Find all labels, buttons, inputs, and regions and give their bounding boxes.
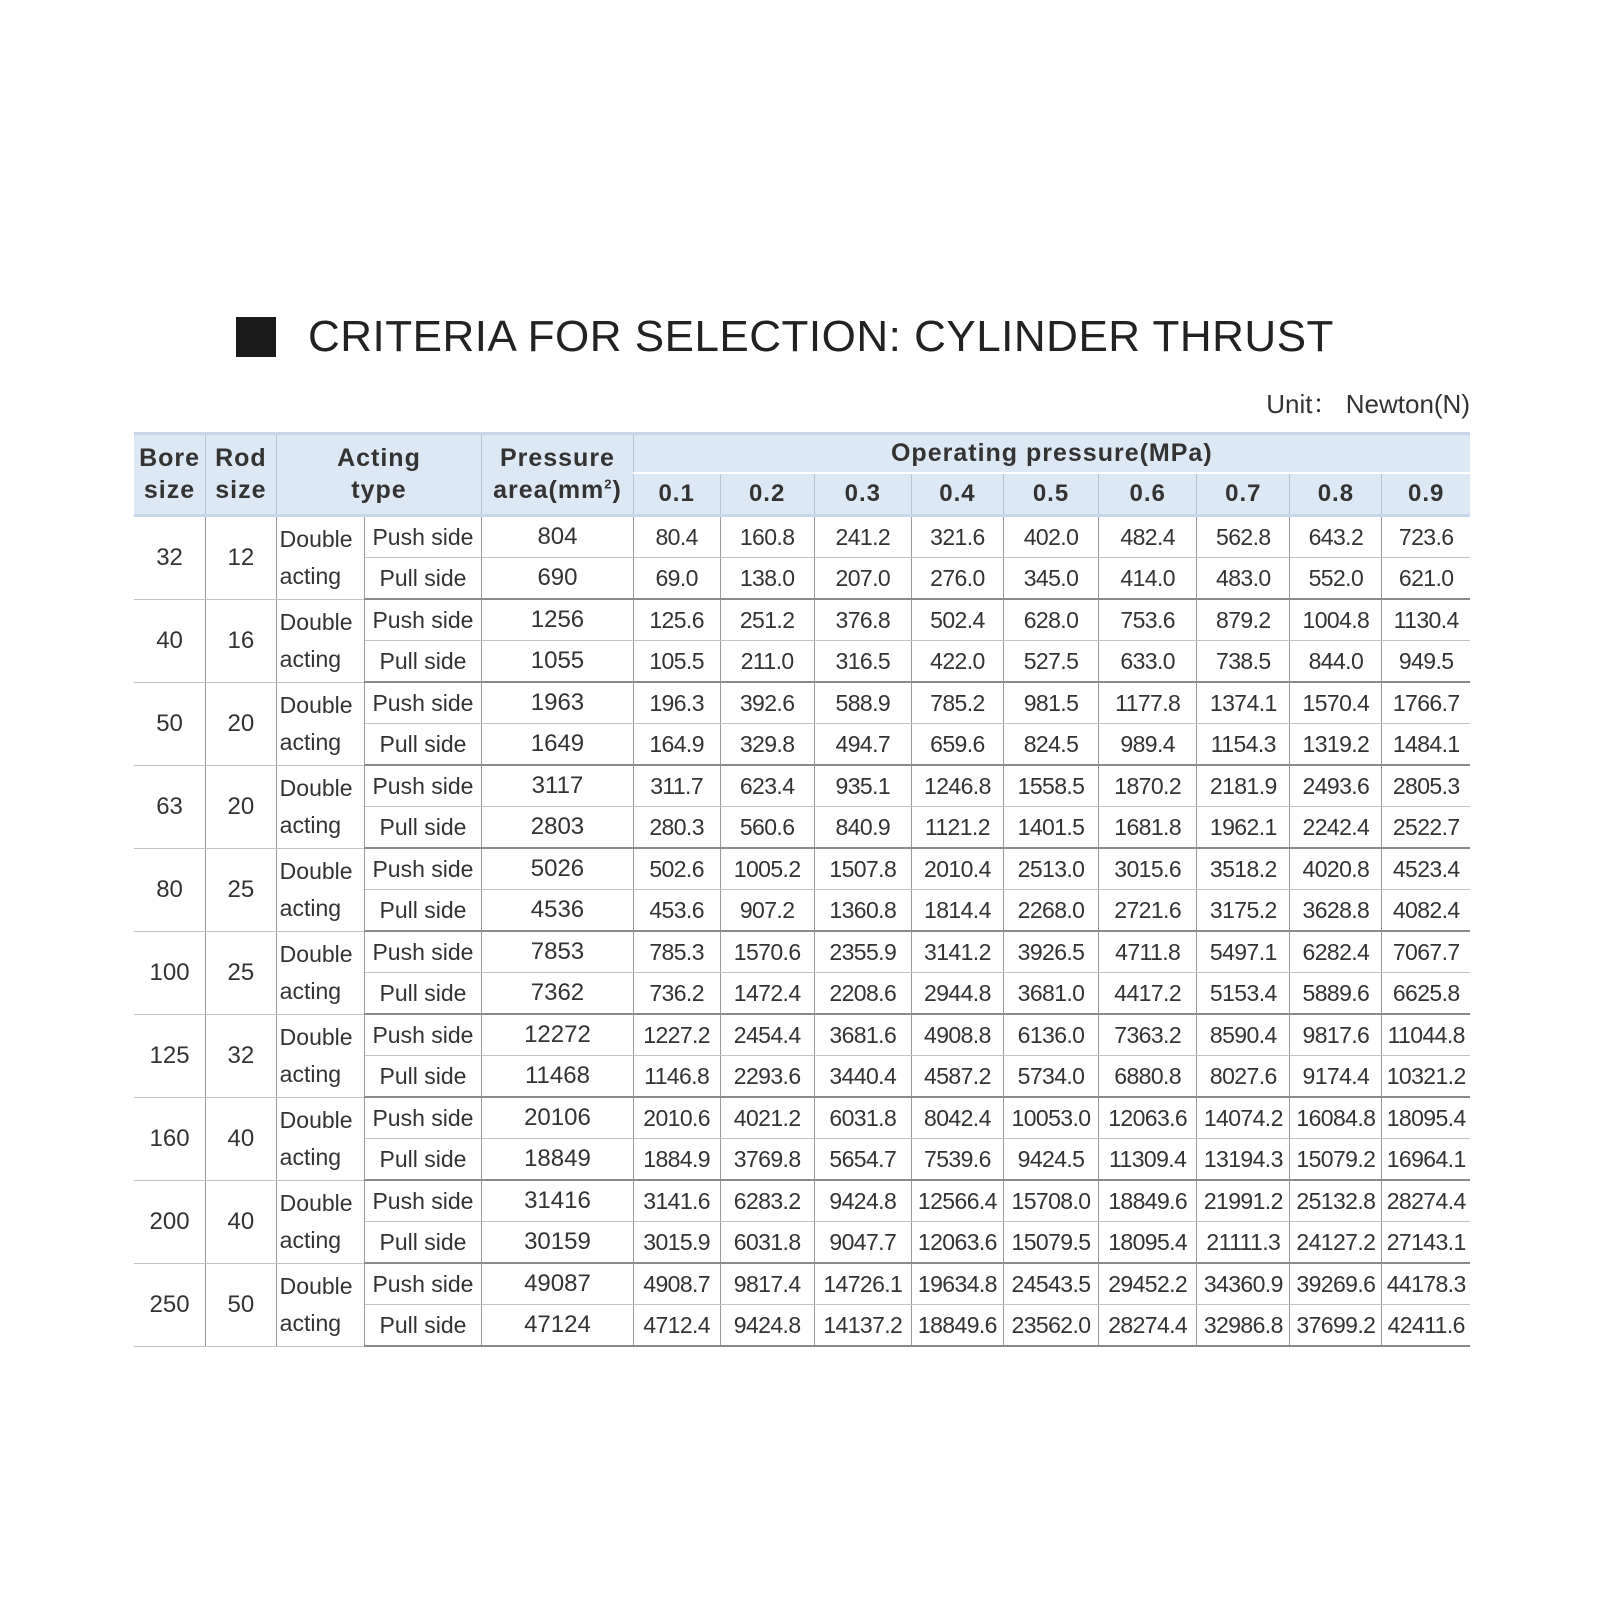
pressure-area-cell: 7853 — [482, 931, 633, 973]
thrust-value-cell: 753.6 — [1099, 599, 1197, 641]
acting-line-2: acting — [279, 645, 342, 672]
thrust-value-cell: 1005.2 — [720, 848, 814, 890]
thrust-value-cell: 1401.5 — [1003, 807, 1098, 849]
thrust-value-cell: 7363.2 — [1099, 1014, 1197, 1056]
thrust-value-cell: 3175.2 — [1197, 890, 1290, 932]
thrust-value-cell: 21111.3 — [1197, 1222, 1290, 1264]
thrust-value-cell: 18849.6 — [911, 1305, 1003, 1347]
thrust-value-cell: 28274.4 — [1382, 1180, 1470, 1222]
thrust-value-cell: 7539.6 — [911, 1139, 1003, 1181]
thrust-value-cell: 907.2 — [720, 890, 814, 932]
pull-side-label: Pull side — [364, 973, 482, 1015]
thrust-value-cell: 4908.8 — [911, 1014, 1003, 1056]
thrust-value-cell: 3681.6 — [814, 1014, 911, 1056]
pressure-area-cell: 11468 — [482, 1056, 633, 1098]
thrust-value-cell: 5497.1 — [1197, 931, 1290, 973]
thrust-value-cell: 138.0 — [720, 558, 814, 600]
acting-line-2: acting — [279, 1060, 342, 1087]
thrust-value-cell: 15079.5 — [1003, 1222, 1098, 1264]
thrust-value-cell: 2721.6 — [1099, 890, 1197, 932]
thrust-value-cell: 935.1 — [814, 765, 911, 807]
unit-label: Unit： Newton(N) — [1266, 389, 1470, 419]
thrust-value-cell: 3440.4 — [814, 1056, 911, 1098]
thrust-value-cell: 1558.5 — [1003, 765, 1098, 807]
pressure-area-cell: 690 — [482, 558, 633, 600]
pressure-area-cell: 804 — [482, 516, 633, 558]
acting-type-cell — [276, 1014, 364, 1097]
header-pressure-area: Pressure $area(mm^2)$ — [482, 434, 633, 516]
thrust-value-cell: 6031.8 — [720, 1222, 814, 1264]
thrust-value-cell: 552.0 — [1290, 558, 1382, 600]
thrust-value-cell: 14137.2 — [814, 1305, 911, 1347]
thrust-value-cell: 2268.0 — [1003, 890, 1098, 932]
pressure-area-cell: 1963 — [482, 682, 633, 724]
thrust-value-cell: 4587.2 — [911, 1056, 1003, 1098]
thrust-value-cell: 21991.2 — [1197, 1180, 1290, 1222]
thrust-value-cell: 723.6 — [1382, 516, 1470, 558]
thrust-value-cell: 14726.1 — [814, 1263, 911, 1305]
thrust-value-cell: 9424.5 — [1003, 1139, 1098, 1181]
square-bullet-icon — [236, 317, 276, 357]
thrust-value-cell: 1570.4 — [1290, 682, 1382, 724]
thrust-value-cell: 29452.2 — [1099, 1263, 1197, 1305]
thrust-value-cell: 39269.6 — [1290, 1263, 1382, 1305]
pressure-area-cell: 20106 — [482, 1097, 633, 1139]
pressure-area-cell: 2803 — [482, 807, 633, 849]
thrust-value-cell: 24127.2 — [1290, 1222, 1382, 1264]
table-row — [134, 682, 1470, 724]
table-row — [134, 1180, 1470, 1222]
push-side-label: Push side — [364, 1263, 482, 1305]
thrust-value-cell: 623.4 — [720, 765, 814, 807]
push-side-label: Push side — [364, 516, 482, 558]
thrust-value-cell: 19634.8 — [911, 1263, 1003, 1305]
pressure-area-cell: 5026 — [482, 848, 633, 890]
thrust-value-cell: 18095.4 — [1382, 1097, 1470, 1139]
thrust-value-cell: 15708.0 — [1003, 1180, 1098, 1222]
thrust-value-cell: 1884.9 — [633, 1139, 720, 1181]
pull-side-label: Pull side — [364, 1056, 482, 1098]
thrust-value-cell: 42411.6 — [1382, 1305, 1470, 1347]
thrust-value-cell: 527.5 — [1003, 641, 1098, 683]
thrust-value-cell: 11044.8 — [1382, 1014, 1470, 1056]
thrust-value-cell: 12063.6 — [911, 1222, 1003, 1264]
thrust-value-cell: 2805.3 — [1382, 765, 1470, 807]
thrust-value-cell: 9817.6 — [1290, 1014, 1382, 1056]
thrust-value-cell: 1962.1 — [1197, 807, 1290, 849]
acting-type-cell — [276, 599, 364, 682]
pressure-area-cell: 31416 — [482, 1180, 633, 1222]
thrust-value-cell: 276.0 — [911, 558, 1003, 600]
thrust-value-cell: 44178.3 — [1382, 1263, 1470, 1305]
thrust-value-cell: 14074.2 — [1197, 1097, 1290, 1139]
thrust-value-cell: 2522.7 — [1382, 807, 1470, 849]
thrust-value-cell: 4020.8 — [1290, 848, 1382, 890]
thrust-value-cell: 6282.4 — [1290, 931, 1382, 973]
thrust-value-cell: 2944.8 — [911, 973, 1003, 1015]
thrust-value-cell: 633.0 — [1099, 641, 1197, 683]
rod-size-cell: 20 — [206, 682, 277, 765]
title-block — [236, 312, 1334, 362]
thrust-value-cell: 23562.0 — [1003, 1305, 1098, 1347]
pull-side-label: Pull side — [364, 1305, 482, 1347]
acting-line-2: acting — [279, 1309, 342, 1336]
thrust-value-cell: 6625.8 — [1382, 973, 1470, 1015]
pressure-area-cell: 1256 — [482, 599, 633, 641]
thrust-value-cell: 10053.0 — [1003, 1097, 1098, 1139]
thrust-value-cell: 502.4 — [911, 599, 1003, 641]
bore-size-cell: 250 — [134, 1263, 206, 1346]
push-side-label: Push side — [364, 1180, 482, 1222]
thrust-value-cell: 12566.4 — [911, 1180, 1003, 1222]
table-row — [134, 931, 1470, 973]
thrust-value-cell: 280.3 — [633, 807, 720, 849]
thrust-value-cell: 2010.4 — [911, 848, 1003, 890]
table-row — [134, 1097, 1470, 1139]
thrust-value-cell: 785.3 — [633, 931, 720, 973]
thrust-value-cell: 1814.4 — [911, 890, 1003, 932]
header-pressure-value: 0.2 — [720, 473, 814, 516]
thrust-value-cell: 1130.4 — [1382, 599, 1470, 641]
pull-side-label: Pull side — [364, 724, 482, 766]
thrust-value-cell: 3141.6 — [633, 1180, 720, 1222]
header-pressure-value: 0.6 — [1099, 473, 1197, 516]
thrust-value-cell: 738.5 — [1197, 641, 1290, 683]
thrust-value-cell: 7067.7 — [1382, 931, 1470, 973]
thrust-value-cell: 502.6 — [633, 848, 720, 890]
thrust-value-cell: 16084.8 — [1290, 1097, 1382, 1139]
thrust-value-cell: 1484.1 — [1382, 724, 1470, 766]
thrust-value-cell: 1360.8 — [814, 890, 911, 932]
thrust-value-cell: 5153.4 — [1197, 973, 1290, 1015]
acting-line-1: Double — [279, 1189, 353, 1216]
acting-type-cell — [276, 931, 364, 1014]
thrust-value-cell: 37699.2 — [1290, 1305, 1382, 1347]
table-row — [134, 848, 1470, 890]
acting-type-cell — [276, 516, 364, 600]
header-pressure-value: 0.7 — [1197, 473, 1290, 516]
thrust-value-cell: 1319.2 — [1290, 724, 1382, 766]
thrust-value-cell: 643.2 — [1290, 516, 1382, 558]
thrust-value-cell: 5889.6 — [1290, 973, 1382, 1015]
thrust-value-cell: 345.0 — [1003, 558, 1098, 600]
thrust-value-cell: 453.6 — [633, 890, 720, 932]
acting-type-cell — [276, 1263, 364, 1346]
thrust-value-cell: 2513.0 — [1003, 848, 1098, 890]
thrust-value-cell: 1246.8 — [911, 765, 1003, 807]
thrust-value-cell: 34360.9 — [1197, 1263, 1290, 1305]
thrust-value-cell: 2208.6 — [814, 973, 911, 1015]
bore-size-cell: 63 — [134, 765, 206, 848]
thrust-value-cell: 1146.8 — [633, 1056, 720, 1098]
pull-side-label: Pull side — [364, 1222, 482, 1264]
thrust-value-cell: 621.0 — [1382, 558, 1470, 600]
rod-size-cell: 40 — [206, 1097, 277, 1180]
thrust-value-cell: 32986.8 — [1197, 1305, 1290, 1347]
thrust-value-cell: 24543.5 — [1003, 1263, 1098, 1305]
thrust-value-cell: 824.5 — [1003, 724, 1098, 766]
page-title: CRITERIA FOR SELECTION: CYLINDER THRUST — [308, 312, 1334, 361]
header-rod-size: Rod size — [206, 434, 277, 516]
thrust-value-cell: 1374.1 — [1197, 682, 1290, 724]
thrust-value-cell: 10321.2 — [1382, 1056, 1470, 1098]
bore-size-cell: 125 — [134, 1014, 206, 1097]
bore-size-cell: 100 — [134, 931, 206, 1014]
thrust-value-cell: 4082.4 — [1382, 890, 1470, 932]
bore-size-cell: 80 — [134, 848, 206, 931]
thrust-value-cell: 1227.2 — [633, 1014, 720, 1056]
thrust-value-cell: 6880.8 — [1099, 1056, 1197, 1098]
header-pressure-value: 0.9 — [1382, 473, 1470, 516]
table-row — [134, 516, 1470, 558]
thrust-value-cell: 9174.4 — [1290, 1056, 1382, 1098]
acting-line-1: Double — [279, 1023, 353, 1050]
pressure-area-cell: 47124 — [482, 1305, 633, 1347]
pressure-area-cell: 1055 — [482, 641, 633, 683]
thrust-value-cell: 2493.6 — [1290, 765, 1382, 807]
pressure-area-cell: 4536 — [482, 890, 633, 932]
rod-size-cell: 32 — [206, 1014, 277, 1097]
acting-line-1: Double — [279, 857, 353, 884]
thrust-value-cell: 80.4 — [633, 516, 720, 558]
thrust-value-cell: 981.5 — [1003, 682, 1098, 724]
header-pressure-value: 0.1 — [633, 473, 720, 516]
bore-size-cell: 160 — [134, 1097, 206, 1180]
thrust-value-cell: 1681.8 — [1099, 807, 1197, 849]
thrust-value-cell: 18849.6 — [1099, 1180, 1197, 1222]
thrust-value-cell: 69.0 — [633, 558, 720, 600]
thrust-value-cell: 494.7 — [814, 724, 911, 766]
header-operating-pressure: Operating pressure(MPa) — [633, 434, 1470, 474]
thrust-value-cell: 376.8 — [814, 599, 911, 641]
thrust-value-cell: 8042.4 — [911, 1097, 1003, 1139]
thrust-value-cell: 392.6 — [720, 682, 814, 724]
acting-line-2: acting — [279, 1143, 342, 1170]
thrust-value-cell: 196.3 — [633, 682, 720, 724]
acting-type-cell — [276, 848, 364, 931]
pressure-area-cell: 49087 — [482, 1263, 633, 1305]
thrust-value-cell: 5734.0 — [1003, 1056, 1098, 1098]
thrust-value-cell: 3628.8 — [1290, 890, 1382, 932]
thrust-value-cell: 27143.1 — [1382, 1222, 1470, 1264]
acting-line-1: Double — [279, 525, 353, 552]
rod-size-cell: 16 — [206, 599, 277, 682]
acting-line-2: acting — [279, 1226, 342, 1253]
pressure-area-cell: 7362 — [482, 973, 633, 1015]
cylinder-thrust-table — [134, 432, 1470, 1347]
header-pressure-value: 0.4 — [911, 473, 1003, 516]
thrust-value-cell: 16964.1 — [1382, 1139, 1470, 1181]
pressure-area-cell: 1649 — [482, 724, 633, 766]
thrust-value-cell: 1472.4 — [720, 973, 814, 1015]
pressure-area-cell: 3117 — [482, 765, 633, 807]
acting-type-cell — [276, 765, 364, 848]
thrust-value-cell: 18095.4 — [1099, 1222, 1197, 1264]
bore-size-cell: 40 — [134, 599, 206, 682]
thrust-value-cell: 164.9 — [633, 724, 720, 766]
thrust-value-cell: 211.0 — [720, 641, 814, 683]
acting-line-2: acting — [279, 977, 342, 1004]
thrust-value-cell: 3681.0 — [1003, 973, 1098, 1015]
push-side-label: Push side — [364, 931, 482, 973]
header-pressure-value: 0.3 — [814, 473, 911, 516]
thrust-value-cell: 483.0 — [1197, 558, 1290, 600]
thrust-value-cell: 785.2 — [911, 682, 1003, 724]
push-side-label: Push side — [364, 765, 482, 807]
thrust-value-cell: 949.5 — [1382, 641, 1470, 683]
acting-type-cell — [276, 1180, 364, 1263]
thrust-value-cell: 989.4 — [1099, 724, 1197, 766]
acting-type-cell — [276, 682, 364, 765]
thrust-value-cell: 2355.9 — [814, 931, 911, 973]
acting-line-2: acting — [279, 728, 342, 755]
thrust-value-cell: 4523.4 — [1382, 848, 1470, 890]
pull-side-label: Pull side — [364, 890, 482, 932]
thrust-value-cell: 125.6 — [633, 599, 720, 641]
thrust-value-cell: 160.8 — [720, 516, 814, 558]
acting-line-2: acting — [279, 562, 342, 589]
thrust-value-cell: 6136.0 — [1003, 1014, 1098, 1056]
thrust-value-cell: 15079.2 — [1290, 1139, 1382, 1181]
thrust-value-cell: 11309.4 — [1099, 1139, 1197, 1181]
thrust-value-cell: 1870.2 — [1099, 765, 1197, 807]
thrust-value-cell: 2293.6 — [720, 1056, 814, 1098]
thrust-value-cell: 6031.8 — [814, 1097, 911, 1139]
thrust-value-cell: 1121.2 — [911, 807, 1003, 849]
thrust-value-cell: 2454.4 — [720, 1014, 814, 1056]
thrust-value-cell: 3015.6 — [1099, 848, 1197, 890]
thrust-value-cell: 1766.7 — [1382, 682, 1470, 724]
table-row — [134, 599, 1470, 641]
thrust-value-cell: 4021.2 — [720, 1097, 814, 1139]
thrust-value-cell: 1154.3 — [1197, 724, 1290, 766]
thrust-value-cell: 736.2 — [633, 973, 720, 1015]
acting-line-1: Double — [279, 691, 353, 718]
header-acting-type: Acting type — [276, 434, 482, 516]
push-side-label: Push side — [364, 1097, 482, 1139]
header-bore-size: Bore size — [134, 434, 206, 516]
pull-side-label: Pull side — [364, 641, 482, 683]
pull-side-label: Pull side — [364, 807, 482, 849]
header-pressure-value: 0.8 — [1290, 473, 1382, 516]
thrust-value-cell: 4417.2 — [1099, 973, 1197, 1015]
thrust-value-cell: 402.0 — [1003, 516, 1098, 558]
thrust-value-cell: 560.6 — [720, 807, 814, 849]
thrust-value-cell: 628.0 — [1003, 599, 1098, 641]
push-side-label: Push side — [364, 1014, 482, 1056]
thrust-value-cell: 12063.6 — [1099, 1097, 1197, 1139]
rod-size-cell: 25 — [206, 931, 277, 1014]
thrust-value-cell: 321.6 — [911, 516, 1003, 558]
thrust-value-cell: 8590.4 — [1197, 1014, 1290, 1056]
thrust-value-cell: 840.9 — [814, 807, 911, 849]
thrust-value-cell: 2010.6 — [633, 1097, 720, 1139]
thrust-value-cell: 241.2 — [814, 516, 911, 558]
thrust-value-cell: 3518.2 — [1197, 848, 1290, 890]
thrust-value-cell: 3141.2 — [911, 931, 1003, 973]
thrust-value-cell: 844.0 — [1290, 641, 1382, 683]
thrust-value-cell: 2242.4 — [1290, 807, 1382, 849]
thrust-value-cell: 4711.8 — [1099, 931, 1197, 973]
thrust-value-cell: 414.0 — [1099, 558, 1197, 600]
bore-size-cell: 50 — [134, 682, 206, 765]
push-side-label: Push side — [364, 599, 482, 641]
thrust-value-cell: 105.5 — [633, 641, 720, 683]
table-row — [134, 1263, 1470, 1305]
acting-line-1: Double — [279, 1106, 353, 1133]
thrust-value-cell: 659.6 — [911, 724, 1003, 766]
thrust-value-cell: 562.8 — [1197, 516, 1290, 558]
push-side-label: Push side — [364, 682, 482, 724]
thrust-value-cell: 28274.4 — [1099, 1305, 1197, 1347]
thrust-value-cell: 329.8 — [720, 724, 814, 766]
acting-type-cell — [276, 1097, 364, 1180]
thrust-value-cell: 1177.8 — [1099, 682, 1197, 724]
thrust-value-cell: 207.0 — [814, 558, 911, 600]
rod-size-cell: 40 — [206, 1180, 277, 1263]
table-row — [134, 765, 1470, 807]
pressure-area-cell: 30159 — [482, 1222, 633, 1264]
thrust-value-cell: 2181.9 — [1197, 765, 1290, 807]
pressure-area-cell: 12272 — [482, 1014, 633, 1056]
thrust-value-cell: 4908.7 — [633, 1263, 720, 1305]
thrust-value-cell: 8027.6 — [1197, 1056, 1290, 1098]
thrust-value-cell: 3926.5 — [1003, 931, 1098, 973]
thrust-value-cell: 316.5 — [814, 641, 911, 683]
thrust-value-cell: 311.7 — [633, 765, 720, 807]
thrust-value-cell: 482.4 — [1099, 516, 1197, 558]
thrust-value-cell: 9424.8 — [720, 1305, 814, 1347]
acting-line-2: acting — [279, 811, 342, 838]
thrust-value-cell: 9817.4 — [720, 1263, 814, 1305]
acting-line-1: Double — [279, 774, 353, 801]
rod-size-cell: 50 — [206, 1263, 277, 1346]
bore-size-cell: 200 — [134, 1180, 206, 1263]
table-row — [134, 1014, 1470, 1056]
rod-size-cell: 25 — [206, 848, 277, 931]
thrust-value-cell: 6283.2 — [720, 1180, 814, 1222]
pressure-area-cell: 18849 — [482, 1139, 633, 1181]
acting-line-1: Double — [279, 940, 353, 967]
header-pressure-value: 0.5 — [1003, 473, 1098, 516]
rod-size-cell: 12 — [206, 516, 277, 600]
thrust-value-cell: 5654.7 — [814, 1139, 911, 1181]
rod-size-cell: 20 — [206, 765, 277, 848]
thrust-value-cell: 13194.3 — [1197, 1139, 1290, 1181]
thrust-value-cell: 3015.9 — [633, 1222, 720, 1264]
acting-line-1: Double — [279, 608, 353, 635]
acting-line-1: Double — [279, 1272, 353, 1299]
thrust-value-cell: 1507.8 — [814, 848, 911, 890]
thrust-value-cell: 1004.8 — [1290, 599, 1382, 641]
thrust-value-cell: 25132.8 — [1290, 1180, 1382, 1222]
thrust-value-cell: 1570.6 — [720, 931, 814, 973]
bore-size-cell: 32 — [134, 516, 206, 600]
thrust-value-cell: 4712.4 — [633, 1305, 720, 1347]
thrust-value-cell: 9047.7 — [814, 1222, 911, 1264]
thrust-value-cell: 251.2 — [720, 599, 814, 641]
push-side-label: Push side — [364, 848, 482, 890]
thrust-value-cell: 9424.8 — [814, 1180, 911, 1222]
acting-line-2: acting — [279, 894, 342, 921]
pull-side-label: Pull side — [364, 558, 482, 600]
thrust-value-cell: 3769.8 — [720, 1139, 814, 1181]
pull-side-label: Pull side — [364, 1139, 482, 1181]
thrust-value-cell: 422.0 — [911, 641, 1003, 683]
thrust-value-cell: 588.9 — [814, 682, 911, 724]
thrust-value-cell: 879.2 — [1197, 599, 1290, 641]
